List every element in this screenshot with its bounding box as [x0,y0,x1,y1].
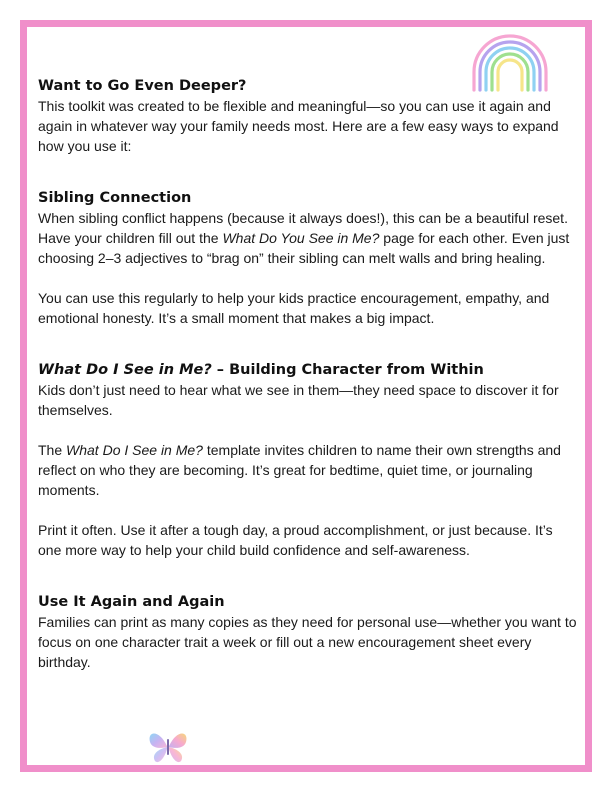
section-title-go-deeper: Want to Go Even Deeper? [38,78,247,94]
butterfly-icon [147,727,189,765]
main-content [38,76,578,672]
section-title-building-character: What Do I See in Me? – Building Character from Within [38,362,484,378]
section-title-sibling-connection: Sibling Connection [38,190,192,206]
print-often-paragraph: Print it often. Use it after a tough day, a proud accomplishment, or just because. It’s one more way to help your child build confidence and self-awareness. [38,522,553,558]
template-paragraph: The What Do I See in Me? template invites children to name their own strengths and reflect on who they are becoming. It’s great for bedtime, quiet time, or journaling moments. [38,442,561,498]
sibling-regular-paragraph: You can use this regularly to help your kids practice encouragement, empathy, and emotional honesty. It’s a small moment that makes a big impact. [38,290,550,326]
sibling-paragraph: When sibling conflict happens (because it always does!), this can be a beautiful reset. Have your children fill out the What Do You See in Me? page for each other. Even just choosing 2–3 adjectives to “brag on” their sibling can melt walls and bring healing. [38,210,570,266]
section-title-use-again: Use It Again and Again [38,594,225,610]
families-paragraph: Families can print as many copies as they need for personal use—whether you want to focus on one character trait a week or fill out a new encouragement sheet every birthday. [38,614,577,670]
kids-discover-paragraph: Kids don’t just need to hear what we see in them—they need space to discover it for themselves. [38,382,559,418]
intro-paragraph: This toolkit was created to be flexible and meaningful—so you can use it again and again in whatever way your family needs most. Here are a few easy ways to expand how you use it: [38,98,559,154]
